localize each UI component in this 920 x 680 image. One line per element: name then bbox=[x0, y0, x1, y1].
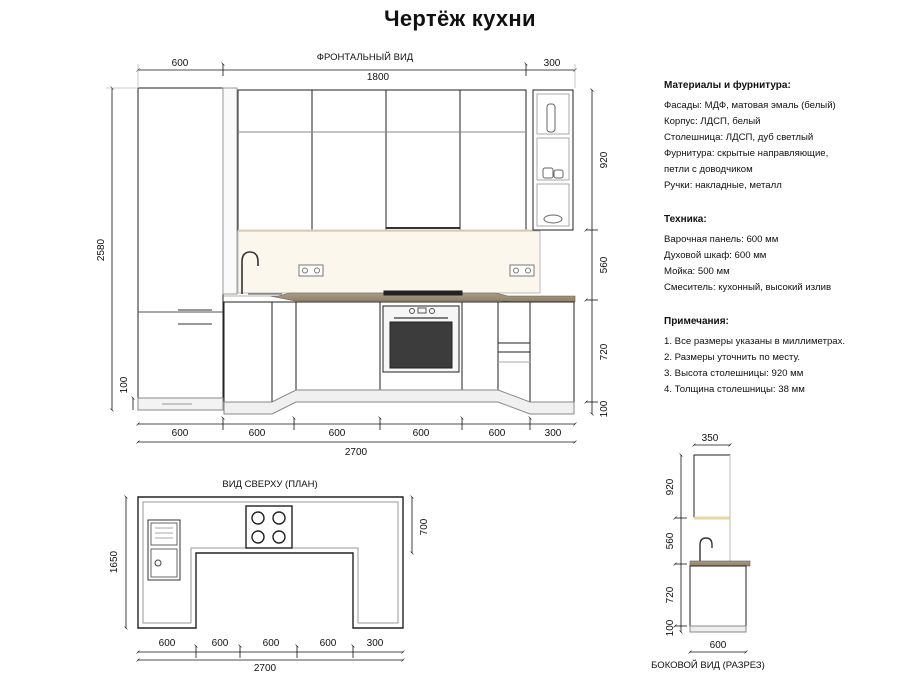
notes-line: 1. Все размеры указаны в миллиметрах. bbox=[664, 336, 846, 347]
materials-line: петли с доводчиком bbox=[664, 164, 753, 175]
side-faucet bbox=[700, 538, 712, 561]
front-bottom-dim: 600 bbox=[412, 428, 430, 439]
front-top-dim: 600 bbox=[171, 58, 189, 69]
base-cabinets bbox=[224, 291, 574, 414]
tall-cabinet bbox=[138, 88, 223, 408]
front-bottom-dim: 300 bbox=[544, 428, 562, 439]
appliances-line: Смеситель: кухонный, высокий излив bbox=[664, 282, 832, 293]
side-left-dim: 100 bbox=[665, 619, 676, 637]
plan-bottom-dim: 600 bbox=[319, 638, 337, 649]
appliances-line: Варочная панель: 600 мм bbox=[664, 234, 779, 245]
materials-line: Фасады: МДФ, матовая эмаль (белый) bbox=[664, 100, 836, 111]
materials-section bbox=[664, 78, 914, 194]
front-bottom-dim: 600 bbox=[328, 428, 346, 439]
notes-section bbox=[664, 314, 914, 398]
front-right-dim: 720 bbox=[599, 343, 610, 361]
side-bottom-dim: 600 bbox=[709, 640, 727, 651]
notes-header: Примечания: bbox=[664, 316, 729, 327]
side-top-dim: 350 bbox=[701, 433, 719, 444]
backsplash bbox=[238, 231, 540, 293]
plan-bottom-dim: 600 bbox=[262, 638, 280, 649]
side-upper-cabinet bbox=[694, 455, 730, 517]
plan-cooktop bbox=[246, 506, 292, 548]
plan-right-dim: 700 bbox=[419, 518, 430, 536]
front-left-dim: 2580 bbox=[96, 238, 107, 262]
appliances-section bbox=[664, 212, 914, 296]
notes-line: 2. Размеры уточнить по месту. bbox=[664, 352, 801, 363]
side-left-dim: 560 bbox=[665, 532, 676, 550]
plan-bottom-dim: 300 bbox=[366, 638, 384, 649]
materials-line: Фурнитура: скрытые направляющие, bbox=[664, 148, 829, 159]
appliances-line: Мойка: 500 мм bbox=[664, 266, 730, 277]
plan-total-dim: 2700 bbox=[253, 663, 277, 674]
front-right-dim: 100 bbox=[599, 400, 610, 418]
plan-view-caption: ВИД СВЕРХУ (ПЛАН) bbox=[222, 479, 318, 490]
materials-line: Столешница: ЛДСП, дуб светлый bbox=[664, 132, 814, 143]
appliances-header: Техника: bbox=[664, 214, 707, 225]
front-view bbox=[106, 64, 598, 442]
side-countertop bbox=[690, 561, 750, 566]
front-cooktop bbox=[384, 291, 462, 295]
page-title: Чертёж кухни bbox=[384, 6, 536, 31]
notes-line: 4. Толщина столешницы: 38 мм bbox=[664, 384, 805, 395]
notes-panel bbox=[664, 78, 914, 416]
front-top-dim: 1800 bbox=[366, 72, 390, 83]
materials-line: Корпус: ЛДСП, белый bbox=[664, 116, 761, 127]
plan-view bbox=[126, 497, 412, 660]
side-view bbox=[675, 445, 750, 652]
upper-cabinets bbox=[238, 90, 540, 231]
plan-bottom-dim: 600 bbox=[211, 638, 229, 649]
side-view-caption: БОКОВОЙ ВИД (РАЗРЕЗ) bbox=[651, 660, 765, 671]
plan-bottom-dim: 600 bbox=[158, 638, 176, 649]
front-total-dim: 2700 bbox=[344, 447, 368, 458]
plan-left-dim: 1650 bbox=[109, 550, 120, 574]
front-top-dim: 300 bbox=[543, 58, 561, 69]
side-base-cabinet bbox=[690, 566, 746, 626]
materials-line: Ручки: накладные, металл bbox=[664, 180, 782, 191]
front-right-dim: 920 bbox=[599, 151, 610, 169]
front-bottom-dim: 600 bbox=[248, 428, 266, 439]
front-view-caption: ФРОНТАЛЬНЫЙ ВИД bbox=[316, 52, 414, 63]
front-left-dim: 100 bbox=[119, 376, 130, 394]
side-left-dim: 920 bbox=[665, 478, 676, 496]
materials-header: Материалы и фурнитура: bbox=[664, 80, 791, 91]
appliances-line: Духовой шкаф: 600 мм bbox=[664, 250, 767, 261]
front-bottom-dim: 600 bbox=[171, 428, 189, 439]
plan-sink bbox=[148, 520, 180, 580]
front-bottom-dim: 600 bbox=[488, 428, 506, 439]
front-right-dim: 560 bbox=[599, 256, 610, 274]
notes-line: 3. Высота столешницы: 920 мм bbox=[664, 368, 804, 379]
open-shelves bbox=[533, 90, 573, 230]
side-left-dim: 720 bbox=[665, 586, 676, 604]
